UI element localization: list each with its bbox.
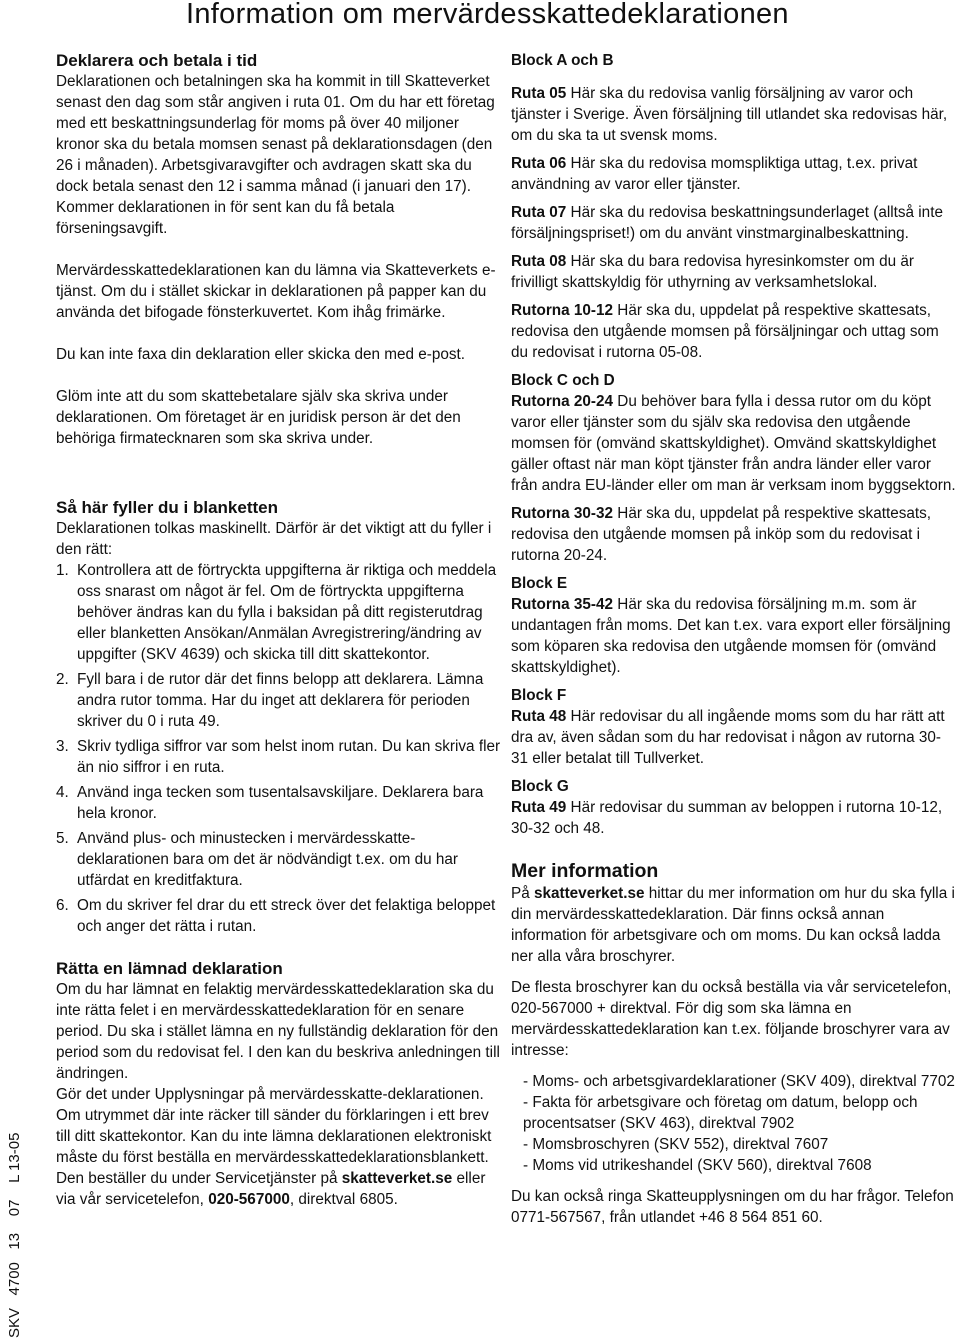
paragraph-website	[511, 883, 957, 967]
heading-mer-information: Mer information	[511, 860, 659, 882]
box-label: Rutorna 35-42	[511, 596, 614, 613]
box-text: Här ska du redovisa försäljning m.m. som är undantagen från moms. Det kan t.ex. vara export eller försäljning som köparen ska redovisa den utgående momsen för (omvänd skattskyldighet).	[511, 596, 951, 676]
paragraph-e-service: Mervärdesskattedeklarationen kan du lämna via Skatteverkets e-tjänst. Om du i stället skickar in deklarationen på papper kan du använda det bifogade fönsterkuvertet. Kom ihåg frimärke.	[56, 262, 496, 321]
heading-block-f: Block F	[511, 687, 567, 704]
box-text: Här ska du redovisa beskattningsunderlaget (alltså inte försäljningspriset!) om du använt vinstmarginalbeskattning.	[511, 204, 943, 242]
box-text: Du behöver bara fylla i dessa rutor om du köpt varor eller tjänster som du själv ska redovisa den utgående momsen för (omvänd skattskyldighet). Omvänd skattskyldighet gäller oftast när man köpt tjänster från andra länder eller varor från andra EU-länder eller om man är verksam inom byggsektorn.	[511, 393, 956, 494]
step-text: Fyll bara i de rutor där det finns belopp att deklarera. Lämna andra rutor tomma. Har du inget att deklarera för perioden skriver du 0 i ruta 49.	[77, 671, 484, 730]
text-segment: eller via vår servicetelefon,	[56, 1170, 486, 1208]
paragraph-ruta-49	[511, 797, 957, 839]
text-segment: hittar du mer information om hur du ska fylla i din mervärdesskattedeklaration. Där finns också annan information för arbetsgivare och om moms. Du kan också ladda ner alla våra broschyrer.	[511, 885, 955, 965]
website-link[interactable]: skatteverket.se	[533, 885, 645, 902]
instruction-list	[56, 560, 504, 937]
box-label: Rutorna 10-12	[511, 302, 614, 319]
box-label: Ruta 08	[511, 253, 567, 270]
paragraph-ruta-06	[511, 153, 957, 195]
box-text: Här ska du redovisa momspliktiga uttag, t.ex. privat användning av varor eller tjänster.	[511, 155, 918, 193]
box-text: Här ska du, uppdelat på respektive skattesats, redovisa den utgående momsen på inköp som du redovisat i rutorna 20-24.	[511, 505, 932, 564]
list-item: - Momsbroschyren (SKV 552), direktval 7607	[523, 1136, 829, 1153]
website-link[interactable]: skatteverket.se	[341, 1170, 453, 1187]
step-number: 2.	[56, 671, 69, 688]
page-title: Information om mervärdesskattedeklarationen	[186, 0, 789, 30]
heading-block-c-d: Block C och D	[511, 372, 615, 389]
heading-block-e: Block E	[511, 575, 568, 592]
paragraph-machine-read: Deklarationen tolkas maskinellt. Därför är det viktigt att du fyller i den rätt:	[56, 520, 492, 558]
heading-fill-in: Så här fyller du i blanketten	[56, 498, 279, 517]
text-segment: , direktval 6805.	[289, 1191, 398, 1208]
paragraph-no-fax: Du kan inte faxa din deklaration eller skicka den med e-post.	[56, 346, 465, 363]
form-code: SKV 4700 13 07 L 13-05	[6, 1132, 23, 1338]
right-column	[511, 50, 957, 1228]
paragraph-rutorna-20-24	[511, 391, 957, 496]
paragraph-contact: Du kan också ringa Skatteupplysningen om du har frågor. Telefon 0771-567567, från utlandet +46 8 564 851 60.	[511, 1188, 954, 1226]
box-text: Här ska du bara redovisa hyresinkomster om du är frivilligt skattskyldig för uthyrning av verksamhetslokal.	[511, 253, 914, 291]
paragraph-rutorna-35-42	[511, 594, 957, 678]
step-text: Kontrollera att de förtryckta uppgifterna är riktiga och meddela oss snarast om något är fel. Om de förtryckta uppgifterna behöver ändras kan du fylla i baksidan på ditt registerutdrag eller blanketten Ansökan/Anmälan Avregistrering/ändring av uppgifter (SKV 4639) och skicka till ditt skattekontor.	[77, 562, 497, 663]
paragraph-signature: Glöm inte att du som skattebetalare själv ska skriva under deklarationen. Om företaget är en juridisk person är det den behöriga firmatecknaren som ska skriva under.	[56, 388, 461, 447]
list-item: - Fakta för arbetsgivare och företag om datum, belopp och procentsatser (SKV 463), direktval 7902	[523, 1094, 918, 1132]
box-label: Ruta 07	[511, 204, 567, 221]
paragraph-upplysningar	[56, 1084, 504, 1210]
paragraph-deadline: Deklarationen och betalningen ska ha kommit in till Skatteverket senast den dag som står angiven i ruta 01. Om du har ett företag med ett beskattningsunderlag för moms på över 40 miljoner kronor ska du betala momsen senast på deklarationsdagen (den 26 i månaden). Arbetsgivaravgifter och avdragen skatt ska du dock betala senast den 12 i samma månad (i januari den 17). Kommer deklarationen in för sent kan du få betala förseningsavgift.	[56, 73, 495, 237]
list-item	[56, 560, 504, 665]
box-label: Ruta 48	[511, 708, 567, 725]
paragraph-ruta-07	[511, 202, 957, 244]
paragraph-rutorna-10-12	[511, 300, 957, 363]
box-text: Här ska du, uppdelat på respektive skattesats, redovisa den utgående momsen på försäljningar och uttag som du redovisat i rutorna 05-08.	[511, 302, 939, 361]
paragraph-ruta-08	[511, 251, 957, 293]
box-label: Ruta 05	[511, 85, 567, 102]
step-text: Använd inga tecken som tusentalsavskiljare. Deklarera bara hela kronor.	[77, 784, 484, 822]
step-number: 5.	[56, 830, 69, 847]
list-item: - Moms vid utrikeshandel (SKV 560), direktval 7608	[523, 1157, 872, 1174]
step-number: 1.	[56, 562, 69, 579]
box-text: Här ska du redovisa vanlig försäljning av varor och tjänster i Sverige. Även försäljning till utlandet ska redovisas här, om du ska ta ut svensk moms.	[511, 85, 948, 144]
text-segment: Gör det under Upplysningar på mervärdesskatte-deklarationen. Om utrymmet där inte räcker till sänder du förklaringen i ett brev till ditt skattekontor. Kan du inte lämna deklarationen elektroniskt måste du först beställa en mervärdesskattedeklarationsblankett. Den beställer du under Servicetjänster på	[56, 1086, 492, 1187]
heading-block-g: Block G	[511, 778, 569, 795]
box-label: Ruta 49	[511, 799, 567, 816]
list-item	[56, 782, 504, 824]
left-column	[56, 50, 504, 1210]
list-item	[56, 669, 504, 732]
step-text: Använd plus- och minustecken i mervärdesskatte-deklarationen bara om det är nödvändigt t.ex. om du har utfärdat en kreditfaktura.	[77, 830, 458, 889]
paragraph-ruta-05	[511, 83, 957, 146]
heading-block-a-b: Block A och B	[511, 52, 614, 69]
paragraph-ruta-48	[511, 706, 957, 769]
box-label: Rutorna 20-24	[511, 393, 614, 410]
heading-correct: Rätta en lämnad deklaration	[56, 959, 283, 978]
paragraph-correct: Om du har lämnat en felaktig mervärdesskattedeklaration ska du inte rätta felet i en mervärdesskattedeklaration för en senare period. Du ska i stället lämna en ny fullständig deklaration för den period som du redovisat fel. I den kan du beskriva anledningen till ändringen.	[56, 981, 500, 1082]
phone-number: 020-567000	[208, 1191, 290, 1208]
step-text: Om du skriver fel drar du ett streck över det felaktiga beloppet och anger det rätta i rutan.	[77, 897, 496, 935]
list-item	[56, 736, 504, 778]
heading-deklarera: Deklarera och betala i tid	[56, 51, 258, 70]
text-segment: På	[511, 885, 534, 902]
paragraph-rutorna-30-32	[511, 503, 957, 566]
step-text: Skriv tydliga siffror var som helst inom rutan. Du kan skriva fler än nio siffror i en ruta.	[77, 738, 501, 776]
list-item	[56, 895, 504, 937]
box-text: Här redovisar du summan av beloppen i rutorna 10-12, 30-32 och 48.	[511, 799, 943, 837]
box-label: Ruta 06	[511, 155, 567, 172]
list-item	[56, 828, 504, 891]
box-text: Här redovisar du all ingående moms som du har rätt att dra av, även sådan som du har redovisat i någon av rutorna 30-31 eller betalat till Tullverket.	[511, 708, 945, 767]
step-number: 6.	[56, 897, 69, 914]
brochure-list	[511, 1071, 957, 1176]
paragraph-brochures: De flesta broschyrer kan du också beställa via vår servicetelefon, 020-567000 + direktval. För dig som ska lämna en mervärdesskattedeklaration kan t.ex. följande broschyrer vara av intresse:	[511, 979, 952, 1059]
step-number: 4.	[56, 784, 69, 801]
list-item: - Moms- och arbetsgivardeklarationer (SKV 409), direktval 7702	[523, 1073, 955, 1090]
box-label: Rutorna 30-32	[511, 505, 614, 522]
step-number: 3.	[56, 738, 69, 755]
